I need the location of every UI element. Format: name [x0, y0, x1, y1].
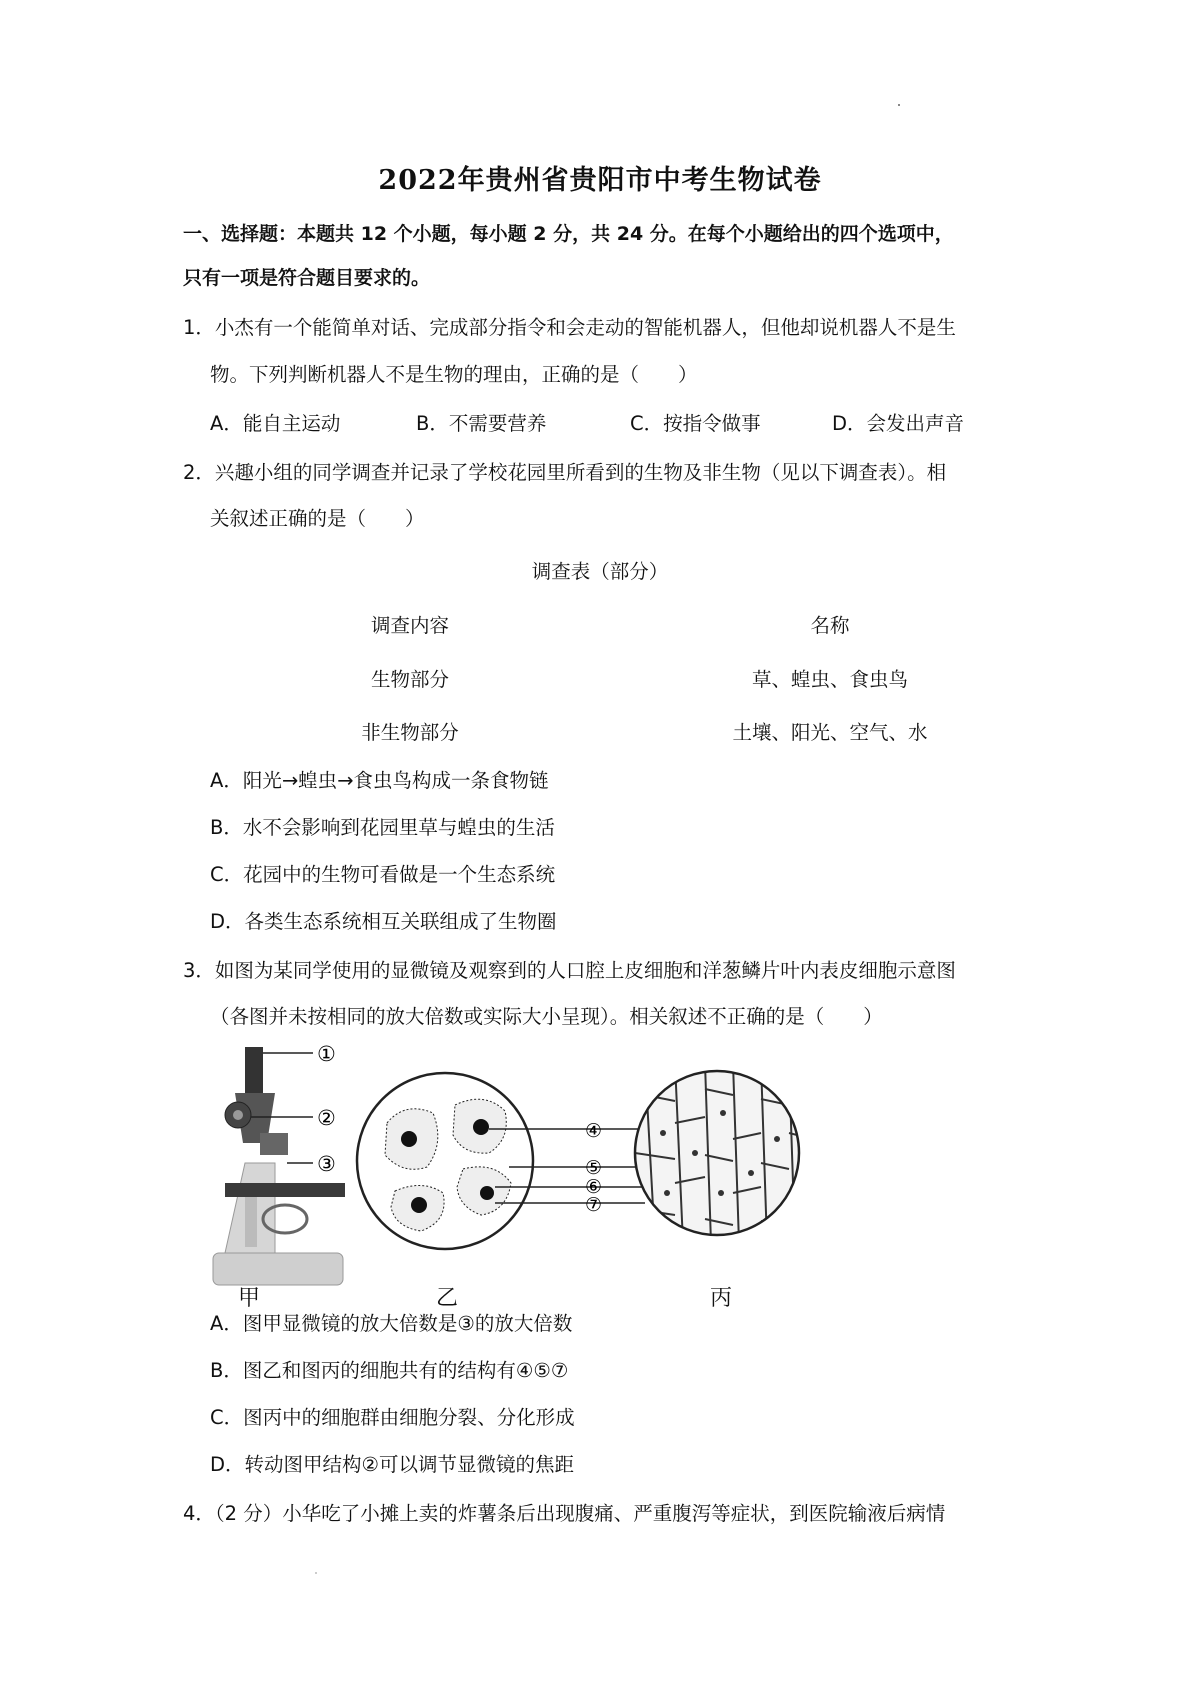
question-1-option-a: A．能自主运动 — [210, 412, 341, 435]
question-3-line-1: 3．如图为某同学使用的显微镜及观察到的人口腔上皮细胞和洋葱鳞片叶内表皮细胞示意图 — [183, 959, 956, 982]
question-1-line-2: 物。下列判断机器人不是生物的理由，正确的是（ ） — [210, 363, 698, 386]
scan-speck — [898, 104, 900, 106]
table-cell: 草、蝗虫、食虫鸟 — [751, 668, 908, 691]
marker-3: ③ — [317, 1152, 336, 1176]
question-3-option-b: B．图乙和图丙的细胞共有的结构有④⑤⑦ — [210, 1359, 569, 1382]
question-2-option-d: D．各类生态系统相互关联组成了生物圈 — [210, 910, 557, 933]
marker-1: ① — [317, 1043, 336, 1066]
question-1-option-d: D．会发出声音 — [832, 412, 965, 435]
table-header-name: 名称 — [810, 614, 850, 637]
table-cell: 土壤、阳光、空气、水 — [732, 721, 928, 744]
question-2-option-c: C．花园中的生物可看做是一个生态系统 — [210, 863, 556, 886]
cheek-cells-illustration — [357, 1073, 533, 1249]
page-title: 2022年贵州省贵阳市中考生物试卷 — [378, 165, 822, 196]
figure-label-yi: 乙 — [436, 1286, 459, 1311]
question-3-option-c: C．图丙中的细胞群由细胞分裂、分化形成 — [210, 1406, 575, 1429]
marker-5: ⑤ — [585, 1157, 603, 1179]
table-cell: 非生物部分 — [361, 721, 459, 744]
question-2-option-b: B．水不会影响到花园里草与蝗虫的生活 — [210, 816, 555, 839]
table-header-content: 调查内容 — [370, 614, 449, 637]
section-heading-line-1: 一、选择题：本题共 12 个小题，每小题 2 分，共 24 分。在每个小题给出的四个选项中， — [183, 223, 954, 245]
marker-6: ⑥ — [585, 1176, 603, 1198]
table-caption: 调查表（部分） — [531, 560, 669, 583]
question-3-option-a: A．图甲显微镜的放大倍数是③的放大倍数 — [210, 1312, 573, 1335]
microscope-cell-figure — [205, 1043, 825, 1303]
question-1-option-c: C．按指令做事 — [630, 412, 761, 435]
section-heading-line-2: 只有一项是符合题目要求的。 — [183, 267, 431, 289]
question-4-line-1: 4．（2 分）小华吃了小摊上卖的炸薯条后出现腹痛、严重腹泻等症状，到医院输液后病情 — [183, 1502, 946, 1525]
question-3-option-d: D．转动图甲结构②可以调节显微镜的焦距 — [210, 1453, 574, 1476]
table-cell: 生物部分 — [370, 668, 449, 691]
question-1-line-1: 1．小杰有一个能简单对话、完成部分指令和会走动的智能机器人，但他却说机器人不是生 — [183, 316, 956, 339]
figure-label-jia: 甲 — [238, 1286, 261, 1311]
marker-2: ② — [317, 1106, 336, 1130]
question-3-line-2: （各图并未按相同的放大倍数或实际大小呈现）。相关叙述不正确的是（ ） — [210, 1005, 883, 1028]
question-2-line-1: 2．兴趣小组的同学调查并记录了学校花园里所看到的生物及非生物（见以下调查表）。相 — [183, 461, 947, 484]
marker-7: ⑦ — [585, 1194, 603, 1216]
marker-4: ④ — [585, 1120, 603, 1142]
question-1-option-b: B．不需要营养 — [416, 412, 547, 435]
question-2-line-2: 关叙述正确的是（ ） — [210, 507, 425, 530]
figure-label-bing: 丙 — [710, 1286, 733, 1311]
scan-speck — [315, 1572, 317, 1574]
question-2-option-a: A．阳光→蝗虫→食虫鸟构成一条食物链 — [210, 769, 549, 792]
onion-cells-illustration — [630, 1063, 810, 1243]
section-heading — [183, 212, 1043, 300]
